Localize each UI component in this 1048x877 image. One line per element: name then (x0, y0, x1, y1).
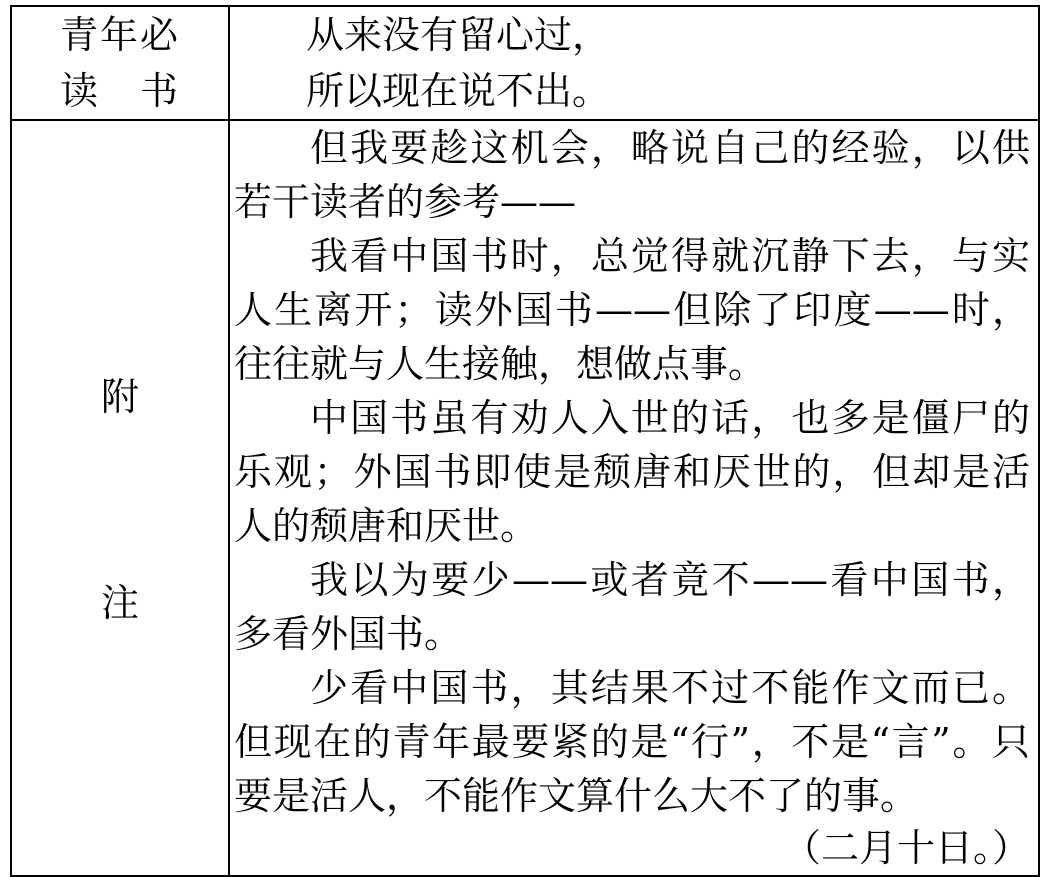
notes-paragraph: 少看中国书，其结果不过不能作文而已。但现在的青年最要紧的是“行”，不是“言”。只要是活人，不能作文算什么大不了的事。 (234, 666, 1030, 818)
header-answer-line2: 所以现在说不出。 (306, 69, 611, 113)
header-answer-line1: 从来没有留心过， (306, 13, 611, 57)
notes-body-cell (229, 120, 1039, 876)
notes-paragraph: 但我要趁这机会，略说自己的经验，以供若干读者的参考—— (234, 126, 1030, 224)
notes-paragraph: 中国书虽有劝人入世的话，也多是僵尸的乐观；外国书即使是颓唐和厌世的，但却是活人的颓唐和厌世。 (234, 396, 1030, 548)
notes-date: （二月十日。） (782, 826, 1030, 870)
header-label-cell (11, 6, 229, 120)
header-row (11, 6, 1039, 120)
header-label-line2: 读 书 (59, 69, 180, 113)
reading-list-form (10, 5, 1040, 877)
notes-label-stack (12, 121, 228, 875)
header-label-line1: 青年必 (59, 13, 180, 57)
notes-label-char1: 附 (100, 375, 139, 419)
header-answer-cell (229, 6, 1039, 120)
notes-row (11, 120, 1039, 876)
notes-paragraph: 我看中国书时，总觉得就沉静下去，与实人生离开；读外国书——但除了印度——时，往往就与人生接触，想做点事。 (234, 234, 1030, 386)
notes-label-cell (11, 120, 229, 876)
notes-label-char2: 注 (100, 581, 139, 625)
notes-paragraph: 我以为要少——或者竟不——看中国书，多看外国书。 (234, 558, 1030, 656)
